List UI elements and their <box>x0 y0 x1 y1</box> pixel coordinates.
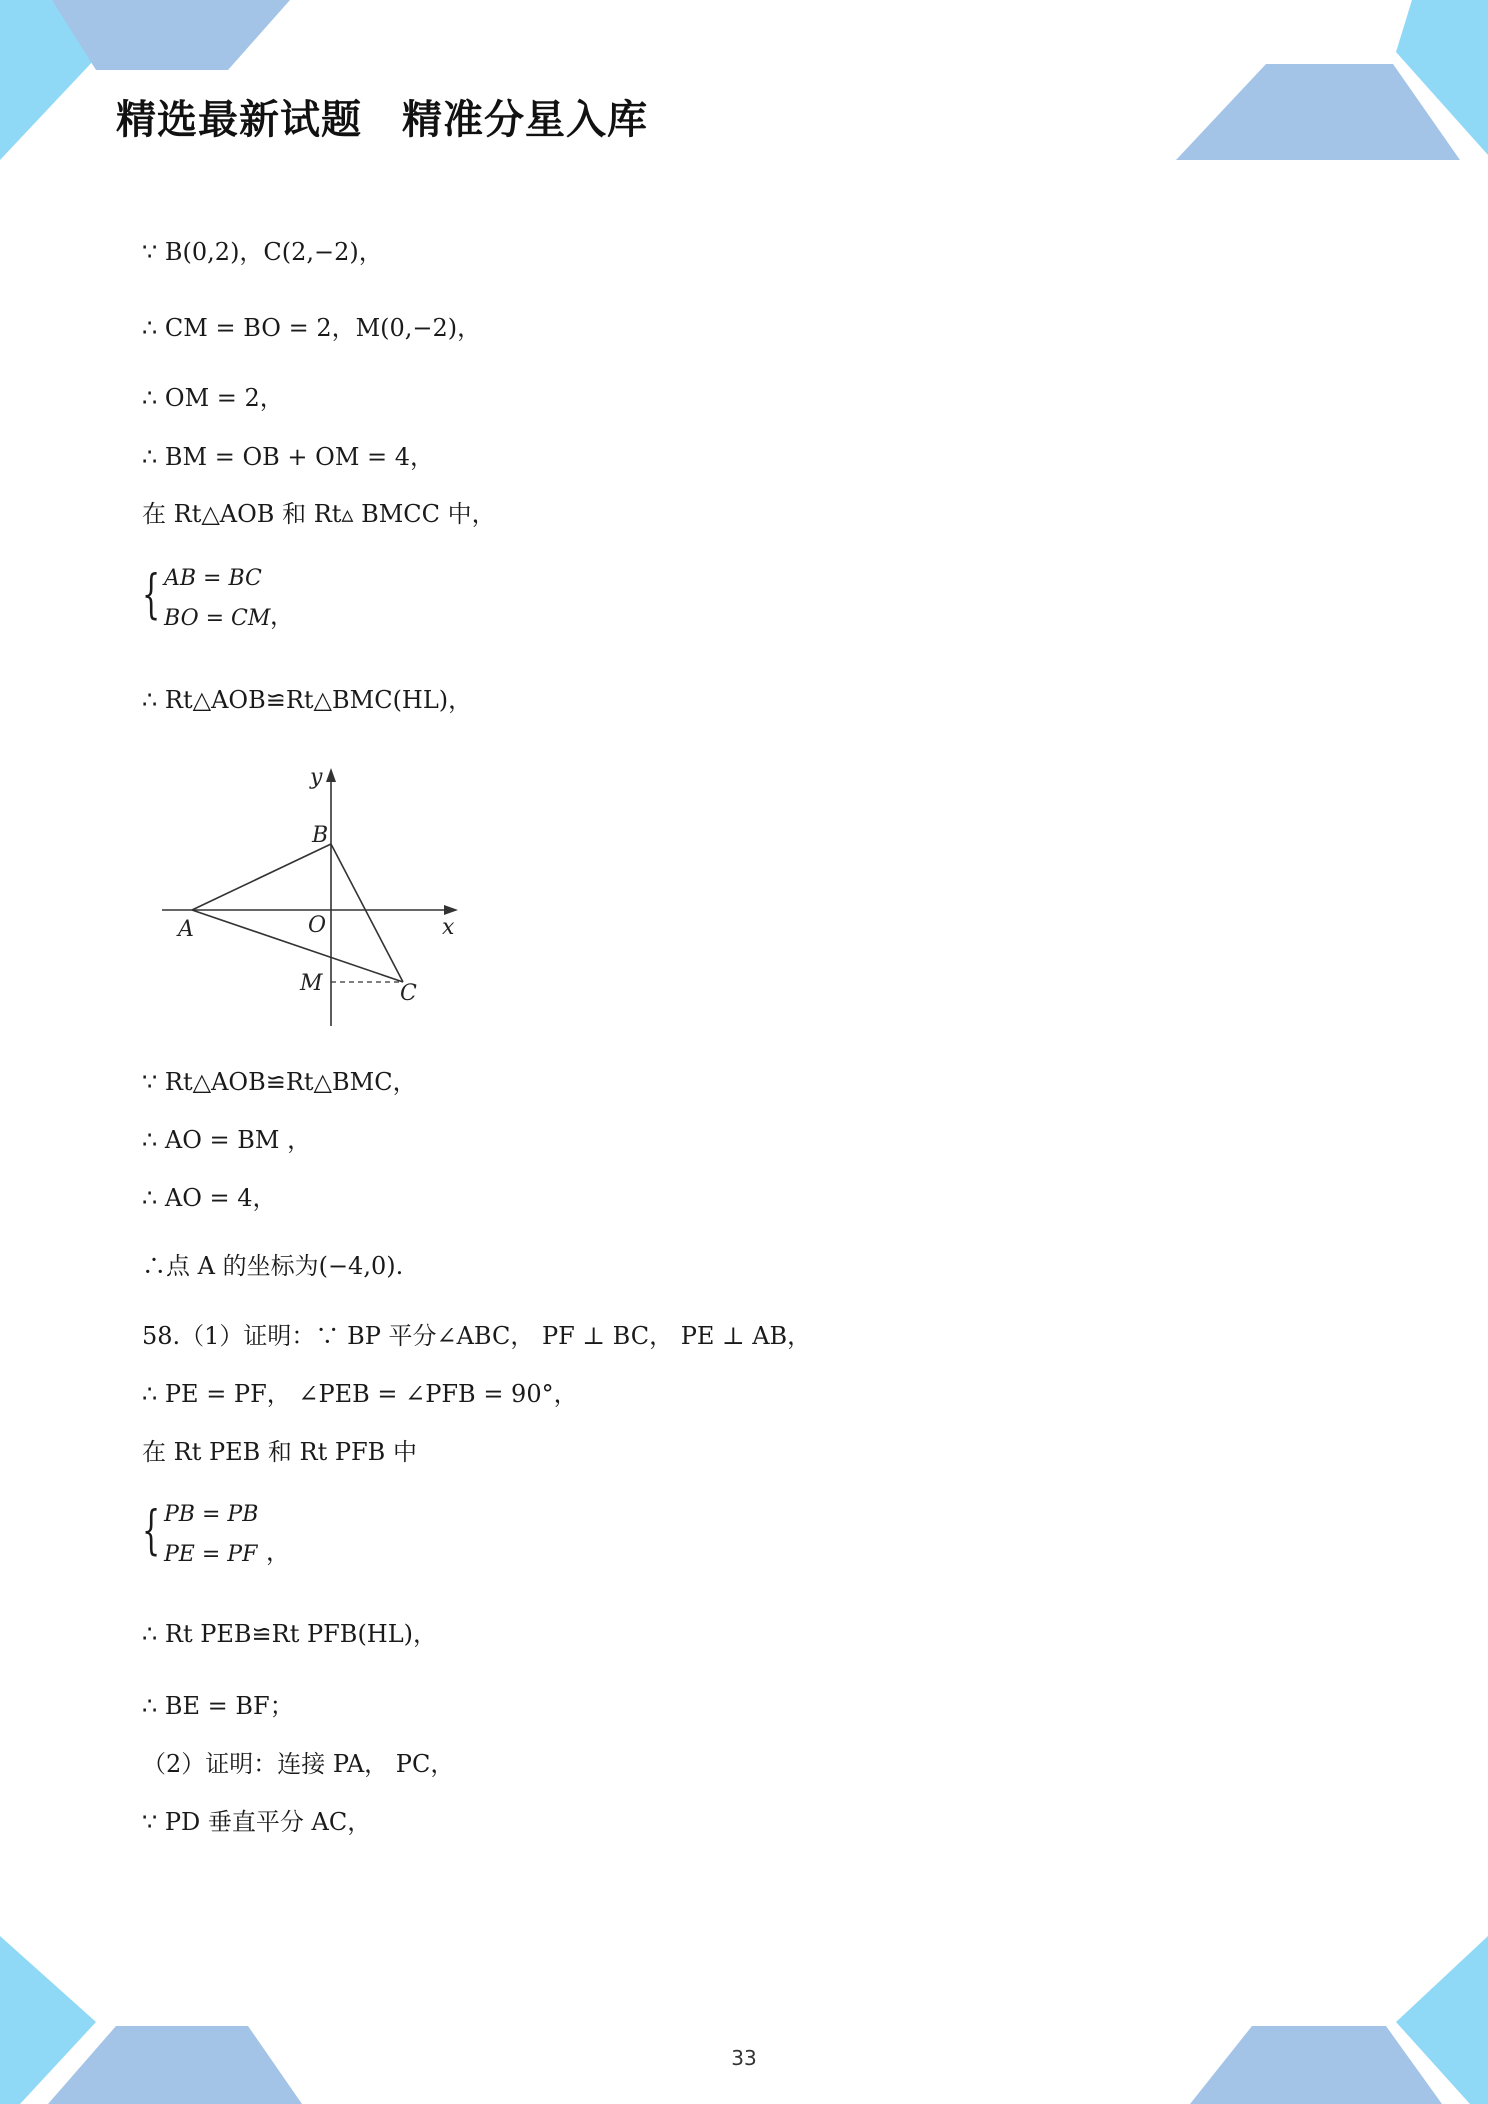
page-number: 33 <box>731 2046 757 2070</box>
solution-line-10: ∴点 A 的坐标为(−4,0). <box>142 1252 404 1280</box>
solution-line-14: ∴ Rt PEB≌Rt PFB(HL)， <box>142 1620 438 1648</box>
system2-comma: ， <box>266 1538 290 1566</box>
solution-line-2: ∴ CM = BO = 2，M(0,−2)， <box>142 314 482 342</box>
solution-line-6: ∴ Rt△AOB≌Rt△BMC(HL)， <box>142 686 473 714</box>
solution-line-4: ∴ BM = OB + OM = 4， <box>142 443 435 471</box>
solution-line-3: ∴ OM = 2， <box>142 384 284 412</box>
label-y: y <box>310 765 323 790</box>
solution-line-13: 在 Rt PEB 和 Rt PFB 中 <box>142 1438 417 1466</box>
label-M: M <box>300 971 323 996</box>
solution-line-17: ∵ PD 垂直平分 AC， <box>142 1808 372 1836</box>
x-axis-arrow <box>444 905 458 915</box>
solution-line-15: ∴ BE = BF； <box>142 1692 294 1720</box>
solution-line-1: ∵ B(0,2)，C(2,−2)， <box>142 238 383 266</box>
solution-line-8: ∴ AO = BM ， <box>142 1126 312 1154</box>
label-x: x <box>442 915 455 940</box>
header-title <box>116 88 648 145</box>
solution-line-16: （2）证明：连接 PA， PC， <box>142 1750 455 1778</box>
system2-row1: PB = PB <box>164 1502 259 1527</box>
solution-line-12: ∴ PE = PF， ∠PEB = ∠PFB = 90°， <box>142 1380 578 1408</box>
system1-row1: AB = BC <box>164 566 262 591</box>
system1-row2: BO = CM <box>164 606 271 631</box>
segment-AB <box>192 844 331 910</box>
system1-comma: ， <box>270 602 294 630</box>
system2-row2: PE = PF <box>164 1542 258 1567</box>
y-axis-arrow <box>326 768 336 782</box>
solution-line-7: ∵ Rt△AOB≌Rt△BMC， <box>142 1068 417 1096</box>
header-title-part2: 精准分星入库 <box>402 97 648 143</box>
label-A: A <box>178 917 194 942</box>
solution-line-9: ∴ AO = 4， <box>142 1184 277 1212</box>
label-O: O <box>308 913 327 938</box>
solution-line-5: 在 Rt△AOB 和 Rt▵ BMCC 中， <box>142 500 496 528</box>
header-title-part1: 精选最新试题 <box>116 97 362 143</box>
decor-top-right-trapezoid <box>1176 64 1460 160</box>
coordinate-figure <box>150 762 470 1034</box>
label-C: C <box>400 981 417 1006</box>
solution-line-11: 58.（1）证明：∵ BP 平分∠ABC， PF ⊥ BC， PE ⊥ AB， <box>142 1322 812 1350</box>
label-B: B <box>312 823 329 848</box>
